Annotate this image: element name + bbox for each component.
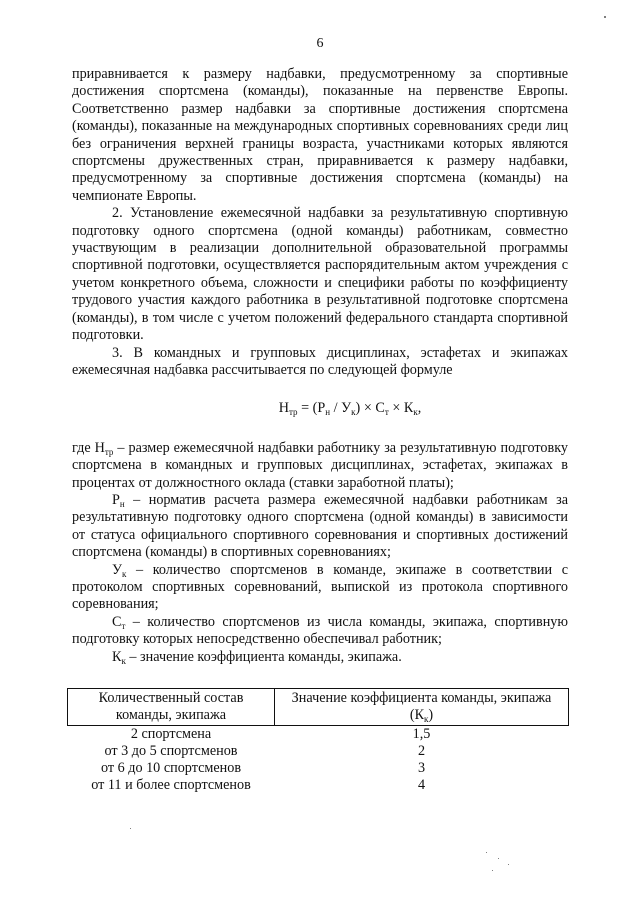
row-value: 3	[417, 760, 426, 777]
row-composition: от 3 до 5 спортсменов	[104, 743, 238, 760]
definition-uk: $У_к$ – количество спортсменов в команде, экипаже в соответствии с протоколом спортивных соревнований, выпиской из протокола спортивного соревнования;	[72, 561, 568, 613]
document-body	[72, 66, 568, 666]
header-coefficient: Значение коэффициента команды, экипажа $(К_к)$	[275, 689, 569, 726]
scan-speck	[492, 870, 493, 871]
formula: $Н_{тр} = (Р_н / У_к) \times С_т \times К_к$,	[278, 400, 422, 418]
table-row	[68, 760, 569, 777]
paragraph-1: приравнивается к размеру надбавки, предусмотренному за спортивные достижения спортсмена (команды), показанные на первенстве Европы. Соответственно размер надбавки за спортивные достижения спортсмена (команды), показанные на международных спортивных соревнованиях среди лиц без ограничения верхней границы возраста, участниками которых являются спортсмены дружественных стран, приравнивается к размеру надбавки, предусмотренному за спортивные достижения спортсмена (команды) на чемпионате Европы.	[72, 66, 568, 204]
definition-ntr: где $Н_{тр}$ – размер ежемесячной надбавки работнику за результативную подготовку спортсмена в командных и групповых дисциплинах, эстафетах, экипажах в процентах от должностного оклада (ставки заработной платы);	[72, 439, 568, 491]
table-row	[68, 726, 569, 744]
row-value: 4	[417, 777, 426, 794]
paragraph-3: 3. В командных и групповых дисциплинах, эстафетах и экипажах ежемесячная надбавка рассчитывается по следующей формуле	[72, 344, 568, 378]
paragraph-2: 2. Установление ежемесячной надбавки за результативную спортивную подготовку одного спортсмена (одной команды) работникам, совместно участвующим в реализации дополнительной образовательной программы спортивной подготовки, осуществляется распорядительным актом учреждения с учетом конкретного объема, сложности и специфики работы по коэффициенту трудового участия каждого работника в результативной подготовке спортсмена (команды), в том числе с учетом положений федерального стандарта спортивной подготовки.	[72, 205, 568, 344]
row-value: 1,5	[412, 726, 431, 743]
definition-rn: $Р_н$ – норматив расчета размера ежемесячной надбавки работникам за результативную подготовку одного спортсмена (одной команды) в зависимости от статуса официального спортивного соревнования и спортивных достижений спортсмена (команды) в спортивных соревнованиях;	[72, 491, 568, 561]
header-composition: Количественный состав команды, экипажа	[68, 689, 275, 726]
scan-speck	[604, 16, 606, 18]
row-composition: от 6 до 10 спортсменов	[100, 760, 242, 777]
row-value: 2	[417, 743, 426, 760]
table-row	[68, 743, 569, 760]
row-composition: от 11 и более спортсменов	[91, 777, 251, 794]
scan-speck	[498, 858, 499, 859]
coefficient-table	[67, 688, 569, 794]
definition-ct: $С_т$ – количество спортсменов из числа команды, экипажа, спортивную подготовку которых непосредственно обеспечивал работник;	[72, 613, 568, 648]
table-header-row	[68, 689, 569, 726]
scan-speck	[508, 864, 509, 865]
definition-kk: $К_к$ – значение коэффициента команды, экипажа.	[112, 648, 402, 666]
scan-speck	[130, 828, 131, 829]
table-row	[68, 777, 569, 794]
page-number: 6	[316, 36, 324, 51]
row-composition: 2 спортсмена	[130, 726, 212, 743]
scan-speck	[486, 852, 487, 853]
